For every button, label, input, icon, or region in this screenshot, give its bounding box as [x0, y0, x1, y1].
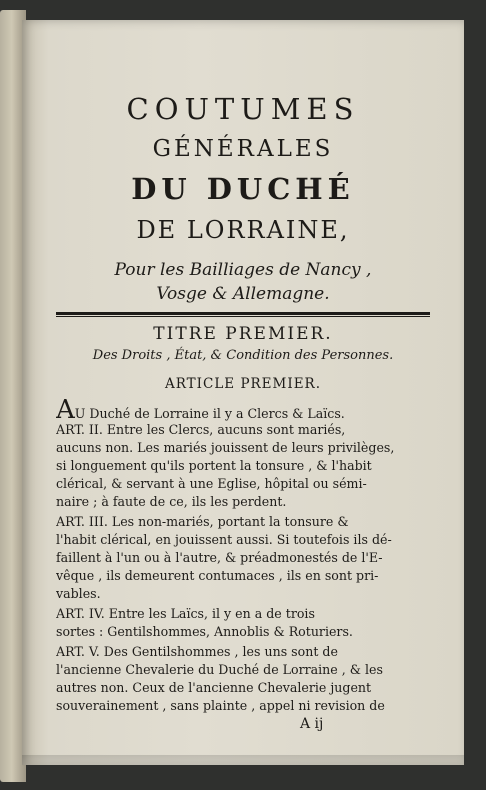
drop-cap: A [56, 397, 75, 423]
body-line: AU Duché de Lorraine il y a Clercs & Laïcs. [56, 397, 345, 423]
book-page [22, 20, 464, 765]
body-line: sortes : Gentilshommes, Annoblis & Roturiers. [56, 624, 353, 639]
body-line: l'habit clérical, en jouissent aussi. Si toutefois ils dé- [56, 532, 392, 547]
signature-mark: A ij [300, 716, 324, 732]
subtitle-line-1: Pour les Bailliages de Nancy , [114, 260, 372, 280]
title-line-4: DE LORRAINE, [136, 216, 350, 244]
body-line: l'ancienne Chevalerie du Duché de Lorraine , & les [56, 662, 383, 677]
body-line: ART. III. Les non-mariés, portant la tonsure & [56, 514, 349, 529]
body-line: naire ; à faute de ce, ils les perdent. [56, 494, 287, 509]
body-line: faillent à l'un ou à l'autre, & préadmonestés de l'E- [56, 550, 383, 565]
body-line: ART. IV. Entre les Laïcs, il y en a de trois [56, 606, 315, 621]
title-line-3: DU DUCHÉ [131, 172, 355, 206]
body-line: souverainement , sans plainte , appel ni revision de [56, 698, 385, 713]
title-line-2: GÉNÉRALES [152, 136, 334, 162]
titre-heading: TITRE PREMIER. [153, 324, 333, 344]
subtitle-line-2: Vosge & Allemagne. [156, 284, 330, 304]
body-line: vables. [56, 586, 101, 601]
double-rule-divider [56, 312, 430, 317]
body-line: ART. V. Des Gentilshommes , les uns sont de [56, 644, 338, 659]
body-line: vêque , ils demeurent contumaces , ils en sont pri- [56, 568, 379, 583]
title-line-1: COUTUMES [126, 92, 360, 126]
page-shadow [22, 755, 464, 767]
body-line: clérical, & servant à une Eglise, hôpital ou sémi- [56, 476, 367, 491]
section-heading: Des Droits , État, & Condition des Personnes. [92, 348, 394, 363]
body-line: aucuns non. Les mariés jouissent de leurs privilèges, [56, 440, 395, 455]
body-line: ART. II. Entre les Clercs, aucuns sont mariés, [56, 422, 346, 437]
body-line: autres non. Ceux de l'ancienne Chevalerie jugent [56, 680, 372, 695]
article-heading: ARTICLE PREMIER. [164, 376, 322, 392]
body-line: si longuement qu'ils portent la tonsure , & l'habit [56, 458, 372, 473]
